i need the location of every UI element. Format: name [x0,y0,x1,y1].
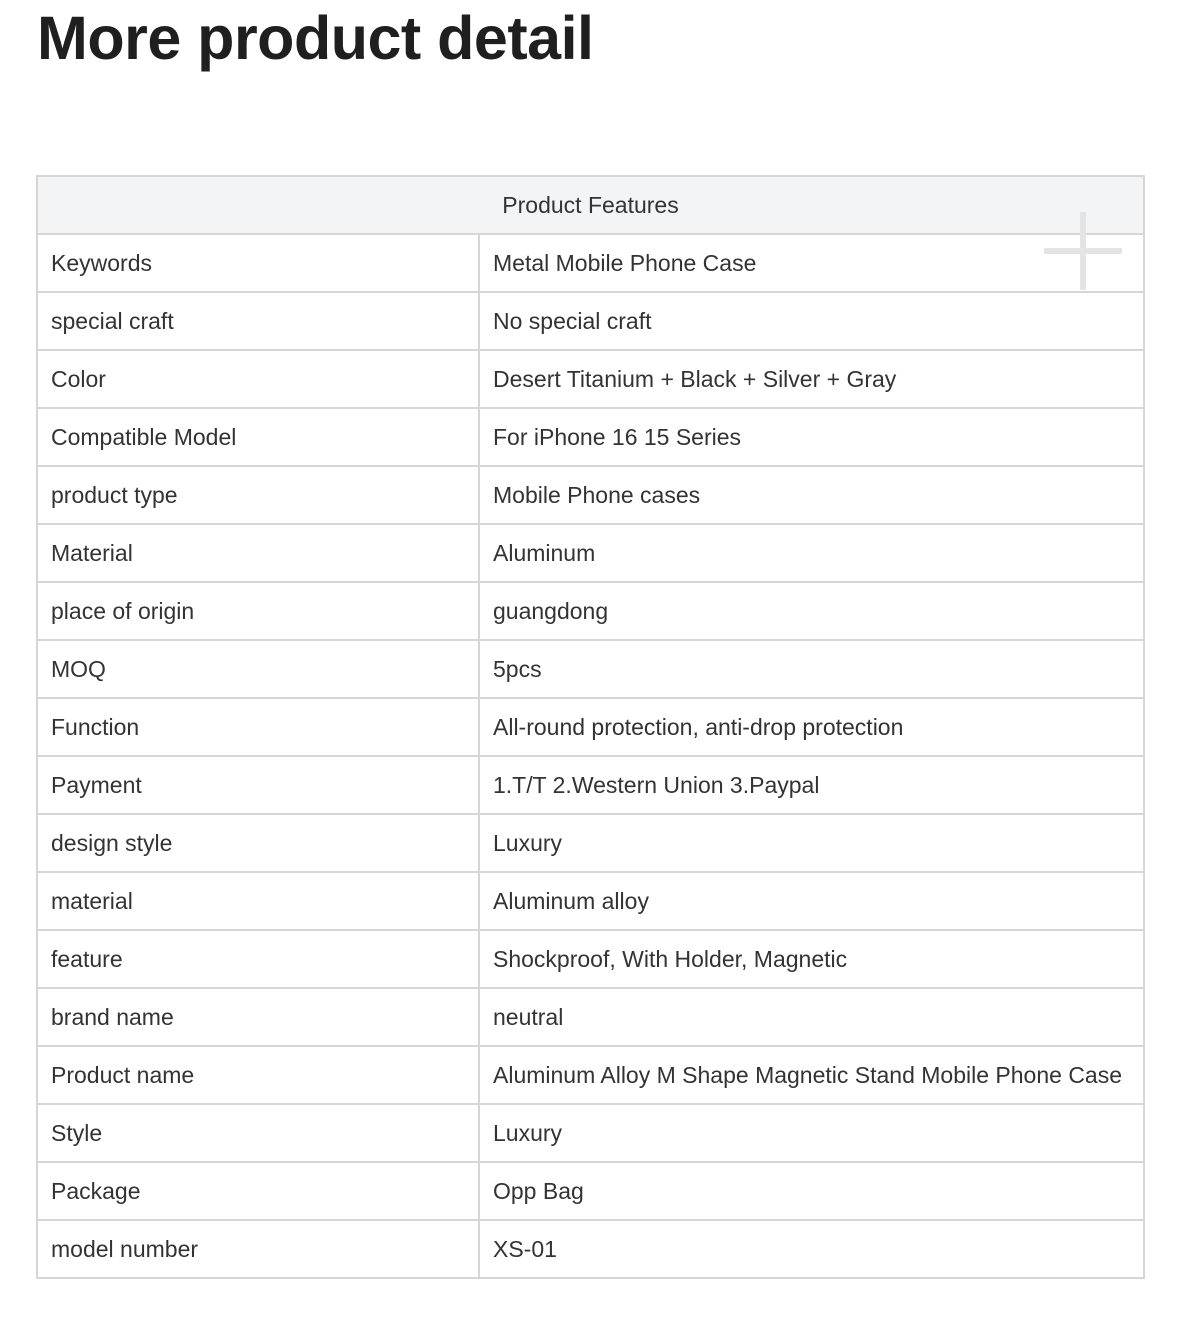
spec-key: model number [37,1220,479,1278]
spec-key: brand name [37,988,479,1046]
table-row [37,524,1144,582]
table-row [37,756,1144,814]
spec-value: Mobile Phone cases [479,466,1144,524]
spec-key: Package [37,1162,479,1220]
spec-key: MOQ [37,640,479,698]
spec-key: product type [37,466,479,524]
spec-value: 1.T/T 2.Western Union 3.Paypal [479,756,1144,814]
spec-key: Compatible Model [37,408,479,466]
spec-key: special craft [37,292,479,350]
spec-key: Color [37,350,479,408]
spec-value: guangdong [479,582,1144,640]
spec-key: feature [37,930,479,988]
spec-value: Aluminum [479,524,1144,582]
spec-key: place of origin [37,582,479,640]
table-row [37,814,1144,872]
spec-value: No special craft [479,292,1144,350]
spec-value: Luxury [479,814,1144,872]
spec-key: Material [37,524,479,582]
spec-key: Keywords [37,234,479,292]
spec-value: Aluminum alloy [479,872,1144,930]
spec-value: Luxury [479,1104,1144,1162]
spec-value: neutral [479,988,1144,1046]
page-title: More product detail [37,4,594,72]
table-row [37,292,1144,350]
table-row [37,466,1144,524]
spec-key: Function [37,698,479,756]
table-row [37,1162,1144,1220]
spec-value: All-round protection, anti-drop protection [479,698,1144,756]
table-header-row [37,176,1144,234]
table-row [37,640,1144,698]
spec-value: XS-01 [479,1220,1144,1278]
table-row [37,1104,1144,1162]
spec-value: Aluminum Alloy M Shape Magnetic Stand Mobile Phone Case [479,1046,1144,1104]
spec-value: Metal Mobile Phone Case [479,234,1144,292]
spec-value: Shockproof, With Holder, Magnetic [479,930,1144,988]
table-row [37,988,1144,1046]
table-row [37,234,1144,292]
table-row [37,350,1144,408]
table-row [37,930,1144,988]
table-row [37,1220,1144,1278]
table-row [37,1046,1144,1104]
table-row [37,408,1144,466]
spec-value: 5pcs [479,640,1144,698]
spec-key: design style [37,814,479,872]
table-row [37,582,1144,640]
table-header: Product Features [37,176,1144,234]
table-row [37,872,1144,930]
spec-value: Opp Bag [479,1162,1144,1220]
spec-key: material [37,872,479,930]
spec-value: Desert Titanium + Black + Silver + Gray [479,350,1144,408]
spec-key: Style [37,1104,479,1162]
product-features-table [36,175,1145,1279]
table-row [37,698,1144,756]
spec-key: Product name [37,1046,479,1104]
spec-value: For iPhone 16 15 Series [479,408,1144,466]
spec-key: Payment [37,756,479,814]
